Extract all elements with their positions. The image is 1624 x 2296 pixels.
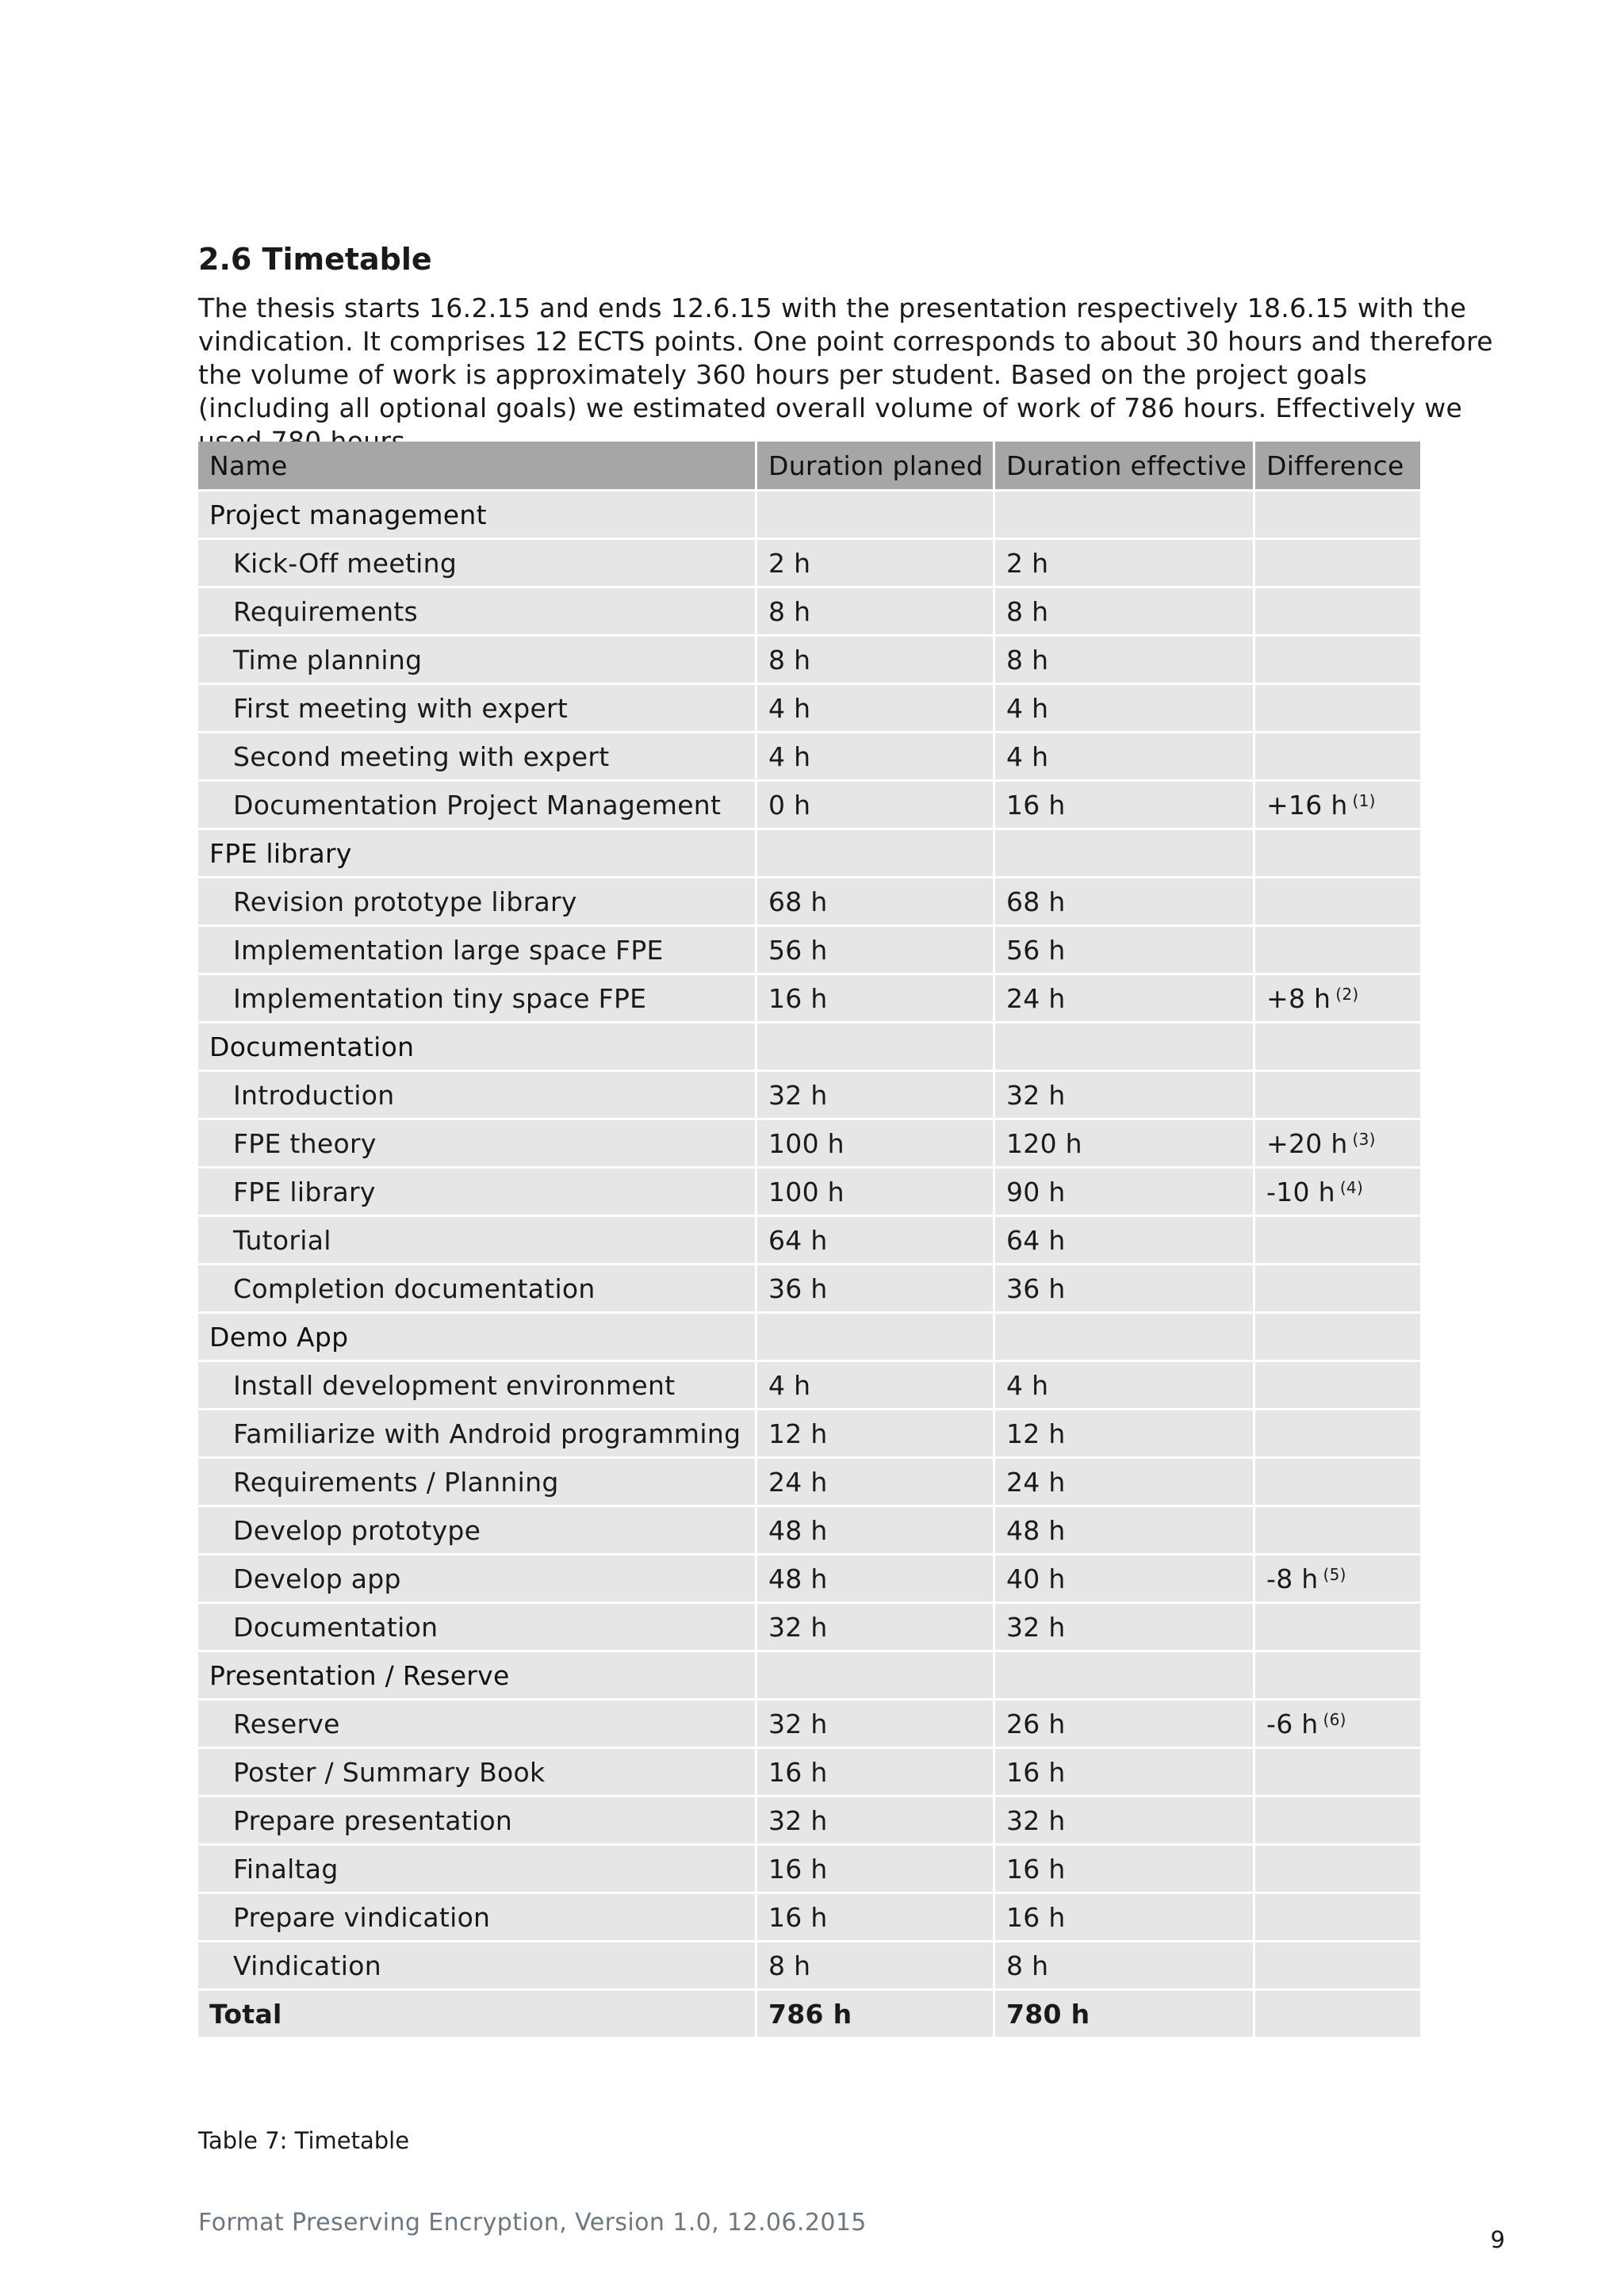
cell-difference — [1255, 1797, 1420, 1846]
table-row — [198, 1507, 1420, 1556]
cell-difference — [1255, 1701, 1420, 1749]
cell-name: Completion documentation — [198, 1265, 757, 1314]
cell-name: Second meeting with expert — [198, 733, 757, 782]
cell-difference — [1255, 1072, 1420, 1120]
cell-duration-planned: 786 h — [757, 1991, 995, 2039]
category-row — [198, 1024, 1420, 1072]
cell-duration-effective — [995, 1652, 1255, 1701]
cell-duration-effective: 48 h — [995, 1507, 1255, 1556]
cell-difference — [1255, 1217, 1420, 1265]
cell-name: Total — [198, 1991, 757, 2039]
cell-name: Prepare presentation — [198, 1797, 757, 1846]
cell-duration-planned: 32 h — [757, 1072, 995, 1120]
difference-value: +8 h — [1266, 982, 1331, 1014]
cell-name: Finaltag — [198, 1846, 757, 1894]
table-row — [198, 1410, 1420, 1459]
cell-duration-effective: 8 h — [995, 637, 1255, 685]
cell-name: First meeting with expert — [198, 685, 757, 733]
cell-duration-effective: 16 h — [995, 1749, 1255, 1797]
cell-difference — [1255, 733, 1420, 782]
cell-name: Revision prototype library — [198, 878, 757, 927]
cell-name: Poster / Summary Book — [198, 1749, 757, 1797]
table-header-row — [198, 442, 1420, 492]
cell-name: Prepare vindication — [198, 1894, 757, 1942]
cell-name: Introduction — [198, 1072, 757, 1120]
difference-value: +16 h — [1266, 789, 1348, 821]
cell-name: Documentation — [198, 1024, 757, 1072]
cell-difference — [1255, 540, 1420, 588]
cell-difference — [1255, 927, 1420, 975]
cell-duration-planned: 8 h — [757, 1942, 995, 1991]
cell-difference — [1255, 1652, 1420, 1701]
table-row — [198, 540, 1420, 588]
cell-duration-planned: 8 h — [757, 637, 995, 685]
cell-name: Project management — [198, 492, 757, 540]
footnote-marker: (3) — [1352, 1129, 1376, 1149]
difference-value: -6 h — [1266, 1708, 1319, 1739]
table-row — [198, 685, 1420, 733]
cell-difference — [1255, 492, 1420, 540]
cell-duration-effective — [995, 1314, 1255, 1362]
cell-difference — [1255, 975, 1420, 1024]
cell-duration-planned: 16 h — [757, 1749, 995, 1797]
cell-duration-planned: 56 h — [757, 927, 995, 975]
cell-duration-planned: 36 h — [757, 1265, 995, 1314]
table-row — [198, 588, 1420, 637]
cell-duration-planned: 68 h — [757, 878, 995, 927]
cell-difference — [1255, 1556, 1420, 1604]
section-heading: 2.6 Timetable — [198, 242, 432, 277]
cell-duration-planned: 8 h — [757, 588, 995, 637]
cell-duration-planned — [757, 1652, 995, 1701]
table-row — [198, 1556, 1420, 1604]
cell-name: Documentation — [198, 1604, 757, 1652]
cell-difference — [1255, 1024, 1420, 1072]
cell-duration-planned: 16 h — [757, 1894, 995, 1942]
footnote-marker: (5) — [1323, 1564, 1346, 1584]
cell-difference — [1255, 1604, 1420, 1652]
table-row — [198, 1894, 1420, 1942]
cell-duration-effective: 12 h — [995, 1410, 1255, 1459]
cell-difference — [1255, 830, 1420, 878]
cell-duration-planned: 48 h — [757, 1507, 995, 1556]
cell-duration-planned: 24 h — [757, 1459, 995, 1507]
cell-difference — [1255, 637, 1420, 685]
table-row — [198, 1797, 1420, 1846]
header-duration-effective: Duration effective — [995, 442, 1255, 492]
page-footer: Format Preserving Encryption, Version 1.0, 12.06.2015 — [198, 2209, 867, 2237]
cell-duration-planned: 48 h — [757, 1556, 995, 1604]
cell-name: Demo App — [198, 1314, 757, 1362]
footnote-marker: (1) — [1352, 790, 1376, 810]
header-difference: Difference — [1255, 442, 1420, 492]
cell-name: Presentation / Reserve — [198, 1652, 757, 1701]
cell-duration-effective: 56 h — [995, 927, 1255, 975]
footnote-marker: (6) — [1323, 1709, 1346, 1729]
cell-duration-effective: 36 h — [995, 1265, 1255, 1314]
cell-duration-effective: 32 h — [995, 1604, 1255, 1652]
cell-duration-effective: 40 h — [995, 1556, 1255, 1604]
cell-name: Kick-Off meeting — [198, 540, 757, 588]
cell-duration-effective — [995, 492, 1255, 540]
cell-name: Tutorial — [198, 1217, 757, 1265]
cell-duration-effective: 4 h — [995, 685, 1255, 733]
cell-name: Develop app — [198, 1556, 757, 1604]
cell-difference — [1255, 1314, 1420, 1362]
cell-duration-effective: 32 h — [995, 1072, 1255, 1120]
cell-duration-planned: 4 h — [757, 733, 995, 782]
cell-name: Vindication — [198, 1942, 757, 1991]
cell-difference — [1255, 1991, 1420, 2039]
difference-value: +20 h — [1266, 1127, 1348, 1159]
intro-paragraph: The thesis starts 16.2.15 and ends 12.6.15 with the presentation respectively 18.6.15 with the vindication. It comprises 12 ECTS points. One point corresponds to about 30 hours and therefore the volume of work is approximately 360 hours per student. Based on the project goals (including all optional goals) we estimated overall volume of work of 786 hours. Effectively we — [198, 293, 1493, 423]
cell-duration-planned: 12 h — [757, 1410, 995, 1459]
cell-difference — [1255, 782, 1420, 830]
category-row — [198, 492, 1420, 540]
cell-duration-planned — [757, 492, 995, 540]
cell-duration-planned: 32 h — [757, 1797, 995, 1846]
cell-duration-effective: 26 h — [995, 1701, 1255, 1749]
cell-difference — [1255, 1507, 1420, 1556]
table-row — [198, 637, 1420, 685]
cell-duration-effective — [995, 1024, 1255, 1072]
cell-difference — [1255, 1459, 1420, 1507]
page-number: 9 — [1490, 2226, 1505, 2253]
cell-duration-planned: 4 h — [757, 1362, 995, 1410]
table-row — [198, 782, 1420, 830]
cell-name: Time planning — [198, 637, 757, 685]
cell-difference — [1255, 1410, 1420, 1459]
cell-duration-effective — [995, 830, 1255, 878]
cell-name: Implementation tiny space FPE — [198, 975, 757, 1024]
cell-duration-planned — [757, 1024, 995, 1072]
difference-value: -10 h — [1266, 1176, 1335, 1207]
cell-name: Documentation Project Management — [198, 782, 757, 830]
table-row — [198, 878, 1420, 927]
category-row — [198, 1314, 1420, 1362]
table-row — [198, 1362, 1420, 1410]
cell-difference — [1255, 1846, 1420, 1894]
cell-difference — [1255, 1362, 1420, 1410]
cell-duration-planned: 32 h — [757, 1701, 995, 1749]
category-row — [198, 830, 1420, 878]
cell-duration-effective: 2 h — [995, 540, 1255, 588]
header-name: Name — [198, 442, 757, 492]
cell-duration-effective: 24 h — [995, 1459, 1255, 1507]
cell-duration-planned — [757, 1314, 995, 1362]
cell-name: FPE theory — [198, 1120, 757, 1169]
cell-difference — [1255, 1169, 1420, 1217]
cell-name: Requirements — [198, 588, 757, 637]
table-row — [198, 1120, 1420, 1169]
table-caption: Table 7: Timetable — [198, 2127, 410, 2154]
cell-duration-effective: 16 h — [995, 1894, 1255, 1942]
cell-duration-planned: 64 h — [757, 1217, 995, 1265]
category-row — [198, 1652, 1420, 1701]
cell-duration-planned: 100 h — [757, 1169, 995, 1217]
table-row — [198, 1846, 1420, 1894]
cell-duration-planned: 4 h — [757, 685, 995, 733]
cell-duration-planned: 16 h — [757, 975, 995, 1024]
cell-duration-effective: 64 h — [995, 1217, 1255, 1265]
cell-duration-effective: 8 h — [995, 1942, 1255, 1991]
cell-name: Reserve — [198, 1701, 757, 1749]
cell-name: Install development environment — [198, 1362, 757, 1410]
cell-difference — [1255, 1749, 1420, 1797]
cell-duration-effective: 32 h — [995, 1797, 1255, 1846]
cell-duration-planned: 32 h — [757, 1604, 995, 1652]
cell-difference — [1255, 878, 1420, 927]
timetable — [198, 442, 1420, 2039]
table-row — [198, 1169, 1420, 1217]
footnote-marker: (4) — [1339, 1177, 1364, 1197]
cell-difference — [1255, 1942, 1420, 1991]
table-row — [198, 1604, 1420, 1652]
cell-name: FPE library — [198, 1169, 757, 1217]
cell-difference — [1255, 685, 1420, 733]
cell-duration-planned: 2 h — [757, 540, 995, 588]
table-row — [198, 1749, 1420, 1797]
table-row — [198, 1072, 1420, 1120]
difference-value: -8 h — [1266, 1563, 1319, 1594]
cell-duration-effective: 120 h — [995, 1120, 1255, 1169]
cell-duration-effective: 90 h — [995, 1169, 1255, 1217]
cell-duration-effective: 8 h — [995, 588, 1255, 637]
total-row — [198, 1991, 1420, 2039]
cell-duration-planned: 100 h — [757, 1120, 995, 1169]
table-row — [198, 1942, 1420, 1991]
timetable-body — [198, 492, 1420, 2039]
cell-duration-effective: 4 h — [995, 733, 1255, 782]
cell-name: Familiarize with Android programming — [198, 1410, 757, 1459]
cell-difference — [1255, 588, 1420, 637]
cell-name: Requirements / Planning — [198, 1459, 757, 1507]
cell-duration-effective: 780 h — [995, 1991, 1255, 2039]
cell-difference — [1255, 1894, 1420, 1942]
table-row — [198, 1701, 1420, 1749]
cell-duration-planned: 16 h — [757, 1846, 995, 1894]
cell-duration-planned: 0 h — [757, 782, 995, 830]
footnote-marker: (2) — [1335, 984, 1359, 1004]
table-row — [198, 975, 1420, 1024]
cell-name: Implementation large space FPE — [198, 927, 757, 975]
cell-name: FPE library — [198, 830, 757, 878]
cell-duration-effective: 16 h — [995, 1846, 1255, 1894]
table-row — [198, 733, 1420, 782]
cell-duration-effective: 16 h — [995, 782, 1255, 830]
header-duration-planned: Duration planed — [757, 442, 995, 492]
table-row — [198, 927, 1420, 975]
table-row — [198, 1459, 1420, 1507]
cell-name: Develop prototype — [198, 1507, 757, 1556]
cell-difference — [1255, 1120, 1420, 1169]
table-row — [198, 1265, 1420, 1314]
cell-duration-effective: 4 h — [995, 1362, 1255, 1410]
cell-duration-effective: 24 h — [995, 975, 1255, 1024]
cell-difference — [1255, 1265, 1420, 1314]
cell-duration-planned — [757, 830, 995, 878]
table-row — [198, 1217, 1420, 1265]
cell-duration-effective: 68 h — [995, 878, 1255, 927]
